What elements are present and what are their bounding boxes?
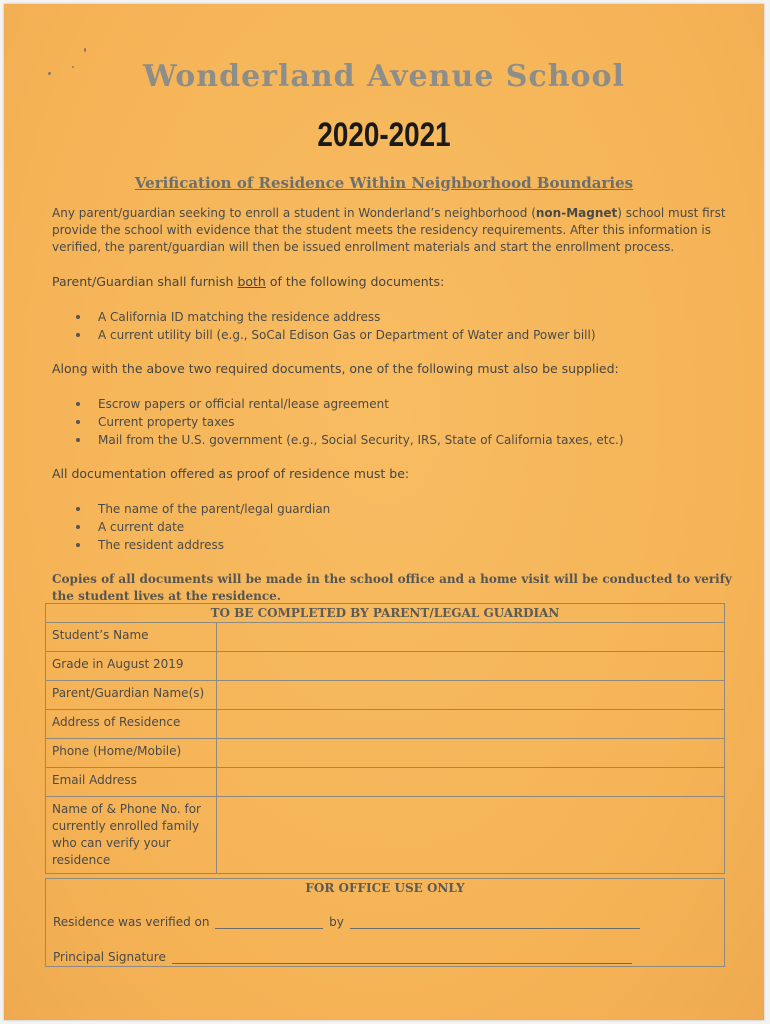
table-row: [46, 652, 725, 681]
field-label: Address of Residence: [46, 710, 217, 739]
email-field[interactable]: [217, 768, 725, 797]
section3-heading: All documentation offered as proof of residence must be:: [52, 466, 410, 481]
additional-documents-list: [74, 395, 624, 449]
verified-by-line[interactable]: [350, 916, 640, 929]
list-item: The name of the parent/legal guardian: [74, 500, 330, 518]
signature-label: Principal Signature: [53, 950, 166, 964]
family-contact-field[interactable]: [217, 797, 725, 874]
section1-heading: [52, 273, 732, 290]
office-heading: FOR OFFICE USE ONLY: [305, 881, 465, 895]
list-item: Mail from the U.S. government (e.g., Social Security, IRS, State of California taxes, etc.): [74, 431, 624, 449]
signature-row: [53, 950, 634, 964]
list-item: Current property taxes: [74, 413, 624, 431]
guardian-name-field[interactable]: [217, 681, 725, 710]
intro-paragraph: [52, 205, 732, 256]
table-row: [46, 623, 725, 652]
field-label: Email Address: [46, 768, 217, 797]
section2-heading: Along with the above two required documents, one of the following must also be supplied:: [52, 361, 619, 376]
copies-note: Copies of all documents will be made in the school office and a home visit will be conducted to verify the student lives at the residence.: [52, 572, 732, 603]
required-documents-list: [74, 308, 596, 344]
list-item: The resident address: [74, 536, 330, 554]
field-label: Parent/Guardian Name(s): [46, 681, 217, 710]
intro-text-2: ) school must first provide the school with evidence that the student meets the residency requirements. After this information is verified, the parent/guardian will then be issued enrollment materials and start the enrollment process.: [52, 206, 726, 254]
intro-bold: non-Magnet: [535, 206, 618, 220]
field-label: Name of & Phone No. for currently enrolled family who can verify your residence: [46, 797, 217, 874]
school-year: 2020-2021: [317, 116, 451, 154]
form-subtitle: Verification of Residence Within Neighborhood Boundaries: [134, 174, 634, 192]
section1-post: of the following documents:: [265, 274, 445, 289]
by-label: by: [329, 915, 344, 929]
document-page: [4, 4, 764, 1020]
proof-requirements-list: [74, 500, 330, 554]
section1-pre: Parent/Guardian shall furnish: [52, 274, 238, 289]
phone-field[interactable]: [217, 739, 725, 768]
field-label: Phone (Home/Mobile): [46, 739, 217, 768]
school-name: Wonderland Avenue School: [143, 59, 625, 94]
table-row: [46, 739, 725, 768]
table-row: [46, 710, 725, 739]
intro-text-1: Any parent/guardian seeking to enroll a student in Wonderland’s neighborhood (: [52, 206, 536, 220]
address-field[interactable]: [217, 710, 725, 739]
section1-underlined: both: [237, 274, 266, 289]
list-item: A current utility bill (e.g., SoCal Edison Gas or Department of Water and Power bill): [74, 326, 596, 344]
verified-label: Residence was verified on: [53, 915, 210, 929]
table-row: [46, 768, 725, 797]
field-label: Student’s Name: [46, 623, 217, 652]
table-row: [46, 681, 725, 710]
student-name-field[interactable]: [217, 623, 725, 652]
office-use-box: [45, 878, 725, 967]
list-item: Escrow papers or official rental/lease agreement: [74, 395, 624, 413]
form-heading: TO BE COMPLETED BY PARENT/LEGAL GUARDIAN: [46, 604, 725, 623]
list-item: A current date: [74, 518, 330, 536]
paper-speck: [84, 48, 86, 52]
table-row: [46, 797, 725, 874]
guardian-form-table: [45, 603, 725, 874]
field-label: Grade in August 2019: [46, 652, 217, 681]
grade-field[interactable]: [217, 652, 725, 681]
verification-row: [53, 915, 642, 929]
list-item: A California ID matching the residence address: [74, 308, 596, 326]
verified-date-line[interactable]: [215, 916, 323, 929]
signature-line[interactable]: [172, 951, 632, 964]
